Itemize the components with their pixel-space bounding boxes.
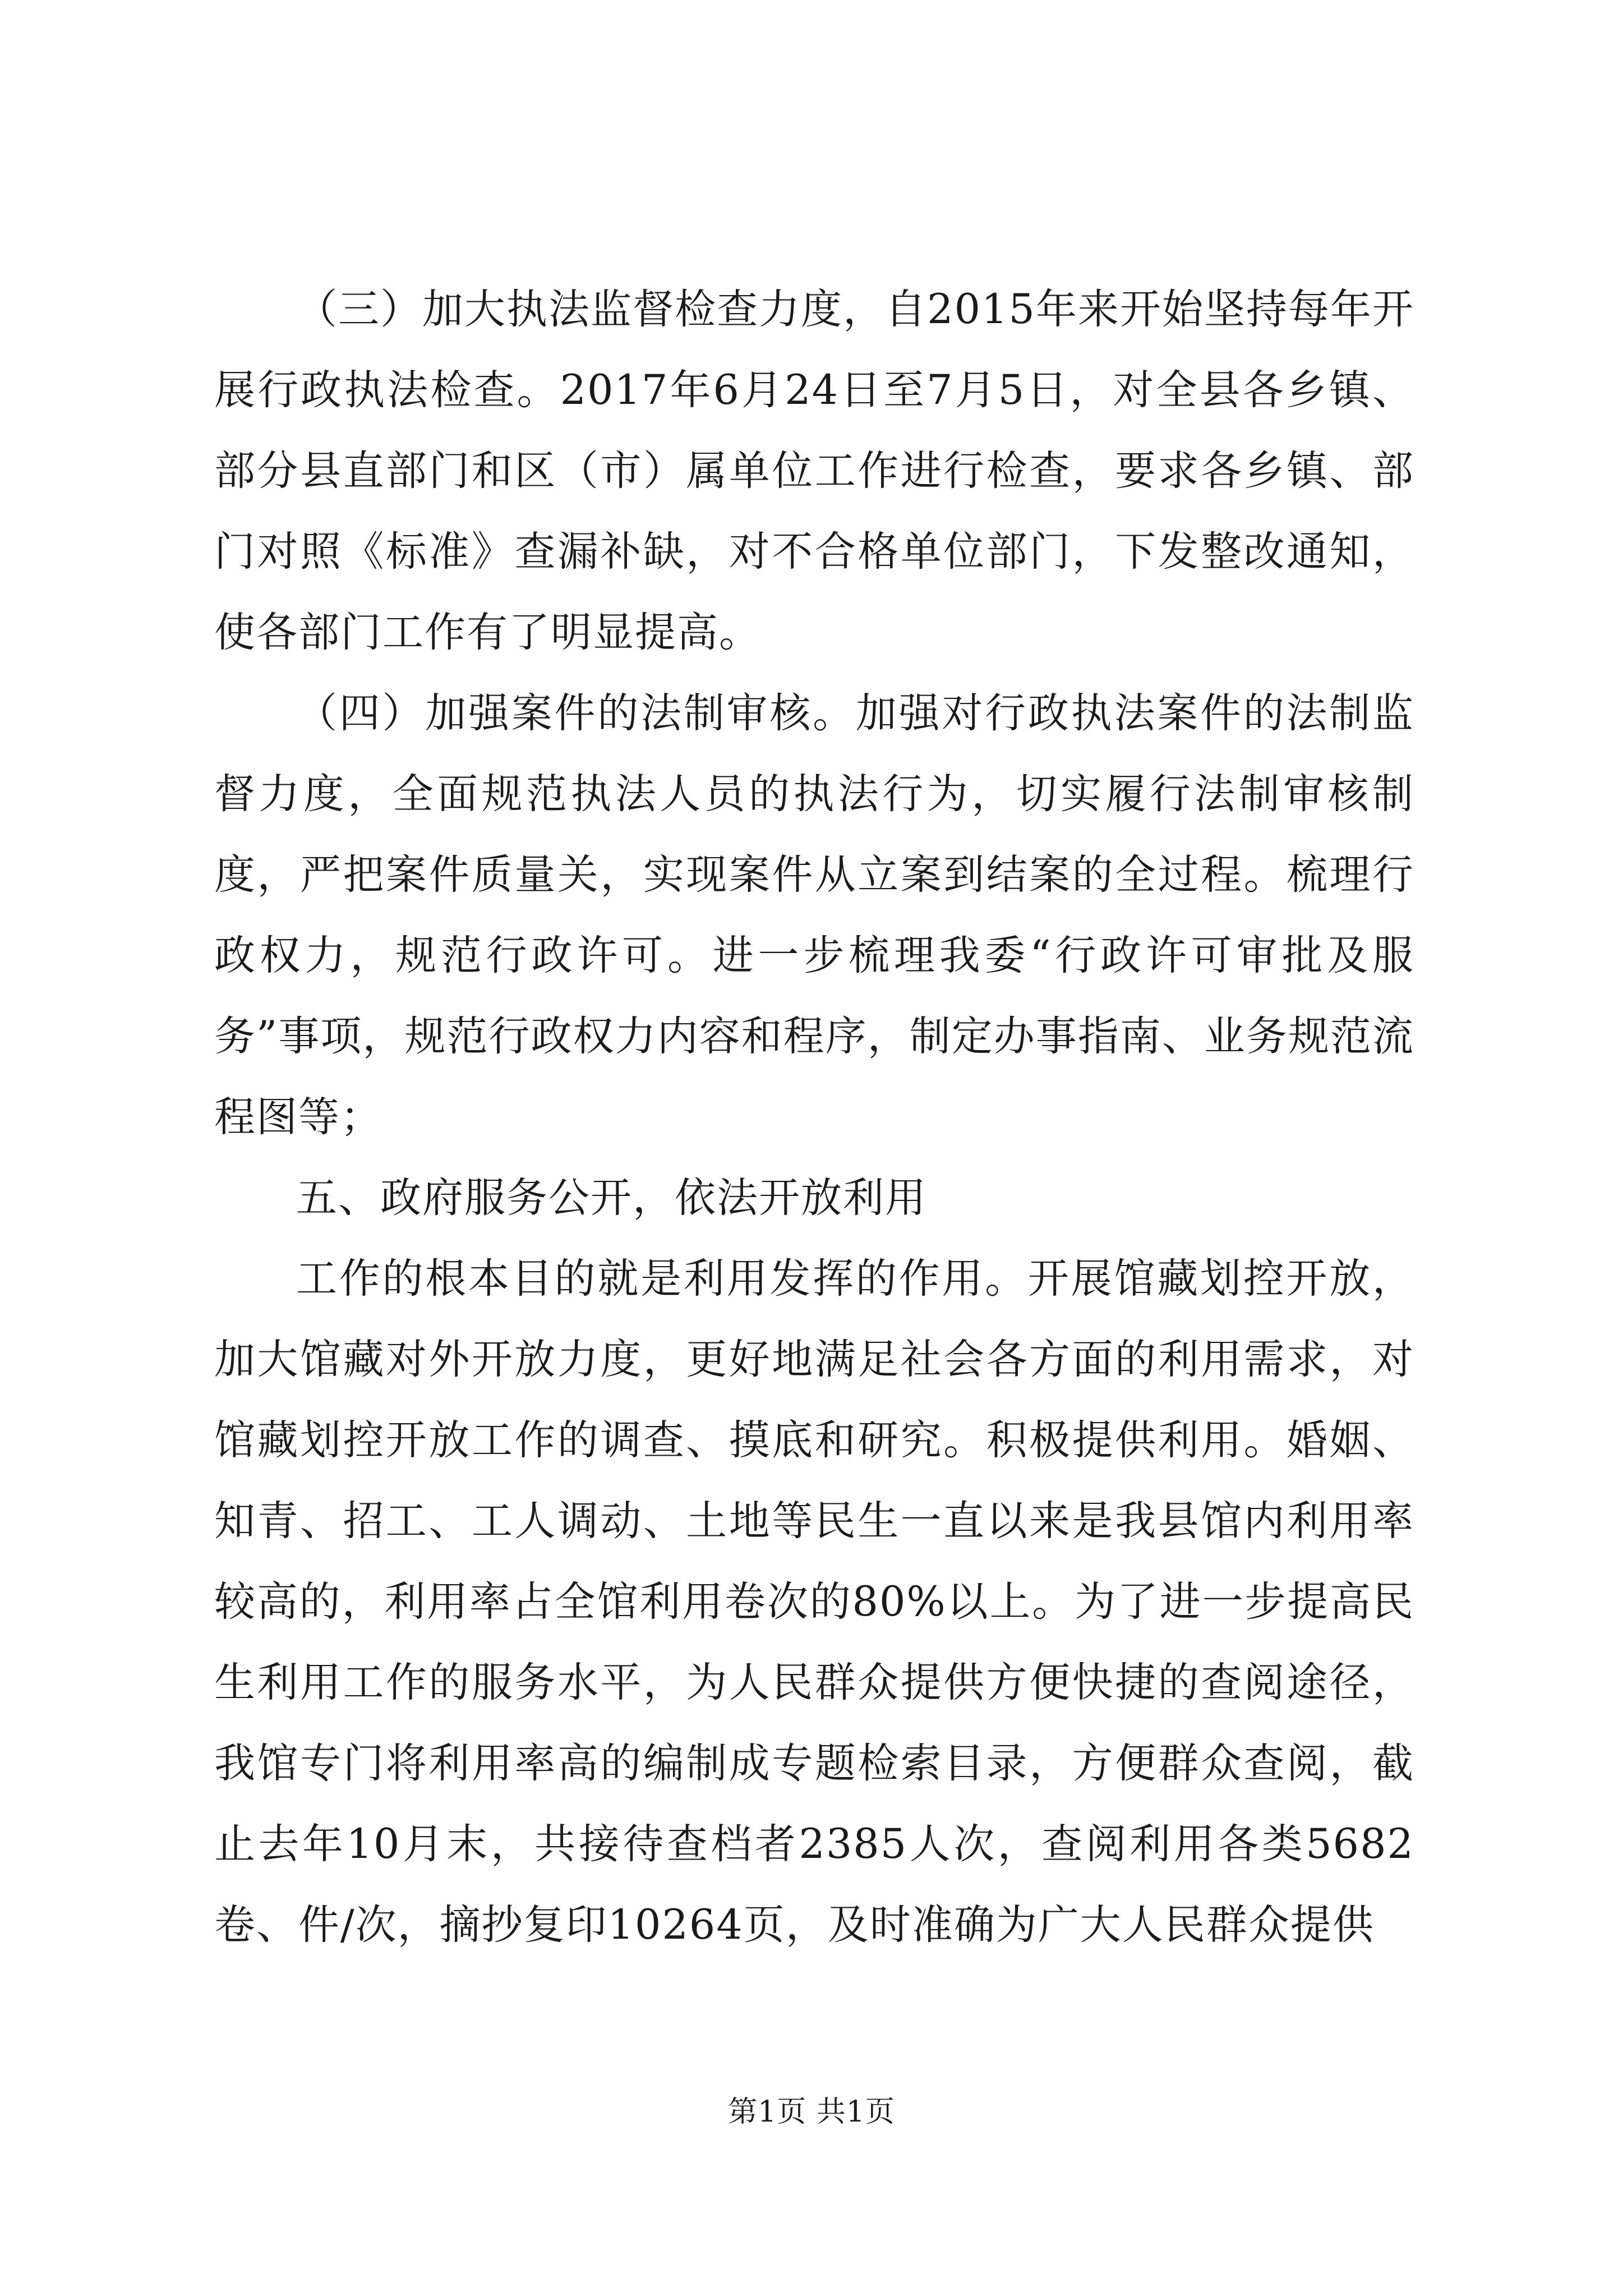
- page-number-footer: 第1页 共1页: [728, 2095, 895, 2129]
- paragraph-section-five-body: 工作的根本目的就是利用发挥的作用。开展馆藏划控开放，加大馆藏对外开放力度，更好地满足社会各方面的利用需求，对馆藏划控开放工作的调查、摸底和研究。积极提供利用。婚姻、知青、招工、工人调动、土地等民生一直以来是我县馆内利用率较高的，利用率占全馆利用卷次的80%以上。为了进一步提高民生利用工作的服务水平，为人民群众提供方便快捷的查阅途径，我馆专门将利用率高的编制成专题检索目录，方便群众查阅，截止去年10月末，共接待查档者2385人次，查阅利用各类5682卷、件/次，摘抄复印10264页，及时准确为广大人民群众提供: [214, 1255, 1414, 1949]
- paragraph-section-three: （三）加大执法监督检查力度，自2015年来开始坚持每年开展行政执法检查。2017年6月24日至7月5日，对全县各乡镇、部分县直部门和区（市）属单位工作进行检查，要求各乡镇、部门对照《标准》查漏补缺，对不合格单位部门，下发整改通知，使各部门工作有了明显提高。: [214, 286, 1414, 656]
- document-body: [214, 269, 1414, 1966]
- paragraph-section-four: （四）加强案件的法制审核。加强对行政执法案件的法制监督力度，全面规范执法人员的执法行为，切实履行法制审核制度，严把案件质量关，实现案件从立案到结案的全过程。梳理行政权力，规范行政许可。进一步梳理我委“行政许可审批及服务”事项，规范行政权力内容和程序，制定办事指南、业务规范流程图等；: [214, 689, 1414, 1141]
- section-heading-five: 五、政府服务公开，依法开放利用: [296, 1174, 927, 1222]
